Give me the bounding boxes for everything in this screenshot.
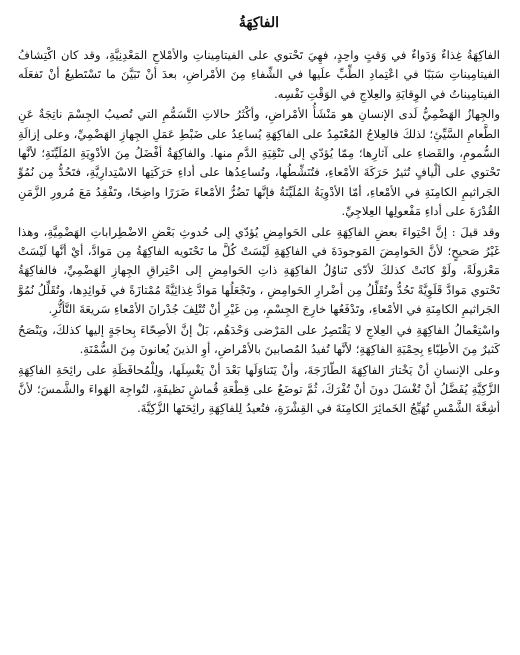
- document-page: [18, 14, 500, 645]
- paragraph-1: الفاكِهَةُ غِذاءٌ وَدَواءٌ في وَقتٍ واحِدٍ، فهِيَ تَحْتوي على الفيتامِيناتِ والأمْلاحِ المَعْدِنِيَّةِ، وقد كان اكْتِشافُ الفيتامِيناتِ سَبَبًا في اعْتِمادِ الطِّبِّ علَيها في الشِّفاءِ مِنَ الأمْراضِ، بعدَ أنْ تَبَيَّنَ ما تَسْتَطيعُ أنْ تَفعَلَه الفيتامِيناتُ في الوِقايَةِ والعِلاجِ في الوَقْتِ نَفْسِه.: [18, 48, 500, 101]
- paragraph-4: واسْتِعْمالُ الفاكِهَةِ في العِلاجِ لا يَقْتَصِرُ على المَرْضى وَحْدَهُم، بَلْ إنَّ الأصِحّاءَ بِحاجَةٍ إليها كذلكَ، ويَنْصَحُ كَثيرٌ مِنَ الأطِبّاءِ بِحِمْيَةِ الفاكِهَةِ؛ لأنَّها تُفيدُ المُصابينَ بالأمْراضِ، أوِ الذينَ يُعانونَ مِنَ السُّمْنَةِ.: [18, 322, 500, 357]
- paragraph-5: وعلى الإنسانِ أنْ يَخْتارَ الفاكِهَةَ الطّازَجَةَ، وأنْ يَتَناوَلَها بَعْدَ أنْ يَغْسِلَها، ولِلْمُحافَظَةِ على رائِحَةِ الفاكِهَةِ الزَّكِيَّةِ يُفَضَّلُ أنْ تُغْسَلَ دونَ أنْ تُفْرَكَ، ثُمَّ توضَعُ على قِطْعَةِ قُماشٍ نَظيفَةٍ، لتُواجِهَ الهَواءَ والشَّمسَ؛ لأنَّ أشِعَّةَ الشَّمْسِ تُهَيِّجُ الخَمائِرَ الكامِنَةَ في القِشْرَةِ، فتُعيدُ لِلفاكِهَةِ رائِحَتَها الزَّكِيَّةَ.: [18, 362, 500, 416]
- paragraph-2: والجِهازُ الهَضْمِيُّ لَدى الإنسانِ هو مَنْشَأُ الأمْراضِ، وأكْثَرُ حالاتِ التَّسَمُّمِ التي تُصيبُ الجِسْمَ ناتِجَةٌ عَنِ الطَّعامِ السَّيِّئِ؛ لذلكَ فالعِلاجُ المُعْتَمِدُ على الفاكِهَةِ يُساعِدُ على ضَبْطِ عَمَلِ الجِهازِ الهَضْمِيِّ، وعلى إزالَةِ السُّمومِ، والقَضاءِ على آثارِها؛ مِمّا يُؤدّي إلى تَنْقِيَةِ الدَّمِ منها. والفاكِهَةُ أفْضَلُ مِنَ الأدْوِيَةِ المُلَيِّنَةِ؛ لأنَّها تَحْتوي على ألْيافٍ تُثيرُ حَرَكَةَ الأمْعاءِ، فتُنَشِّطُها، وتُساعِدُها على أداءِ حَرَكَتِها الاسْتِدارِيَّةِ، فتَحُدُّ مِن نُمُوِّ الجَراثيمِ الكامِنَةِ في الأمْعاءِ، أمّا الأدْوِيَةُ المُلَيِّنَةُ فإنَّها تَضُرُّ الأمْعاءَ ضَرَرًا واضِحًا، وتَفْقِدُ مَعَ مُرورِ الزَّمَنِ القُدْرَةَ على أداءِ مَفْعولِها العِلاجِيِّ.: [18, 107, 500, 219]
- paragraph-3: وقد قيلَ : إنَّ احْتِواءَ بعضِ الفاكِهَةِ على الحَوامِضِ يُؤدّي إلى حُدوثِ بَعْضِ الاضْطِراباتِ الهَضْمِيَّةِ، وهذا غَيْرُ صَحيحٍ؛ لأنَّ الحَوامِضَ المَوجودَةَ في الفاكِهَةِ لَيْسَتْ كُلَّ ما تَحْتَويه الفاكِهَةُ مِن مَوادَّ، أيْ أنَّها لَيْسَتْ مَعْزولَةً، ولَوْ كانَتْ كذلكَ لأدّى تَناوُلُ الفاكِهَةِ ذاتِ الحَوامِضِ إلى احْتِراقِ الجِهازِ الهَضْمِيِّ، فالفاكِهَةُ تَحْتوي مَوادَّ قَلَوِيَّةً تَحُدُّ وتُقَلِّلُ مِن أضْرارِ الحَوامِضِ ، وتَجْعَلُها مَوادَّ غِذائِيَّةً مُمْتازَةً في فَوائِدِها، وتُقَلِّلُ نُمُوَّ الجَراثيمِ الكامِنَةِ في الأمْعاءِ، وتَدْفَعُها خارِجَ الجِسْمِ، مِن غَيْرِ أنْ تُتْلِفَ جُدْرانَ الأمْعاءِ سَريعَةَ التَّأثُّرِ.: [18, 224, 500, 317]
- document-title: الفاكِهَةُ: [238, 15, 280, 31]
